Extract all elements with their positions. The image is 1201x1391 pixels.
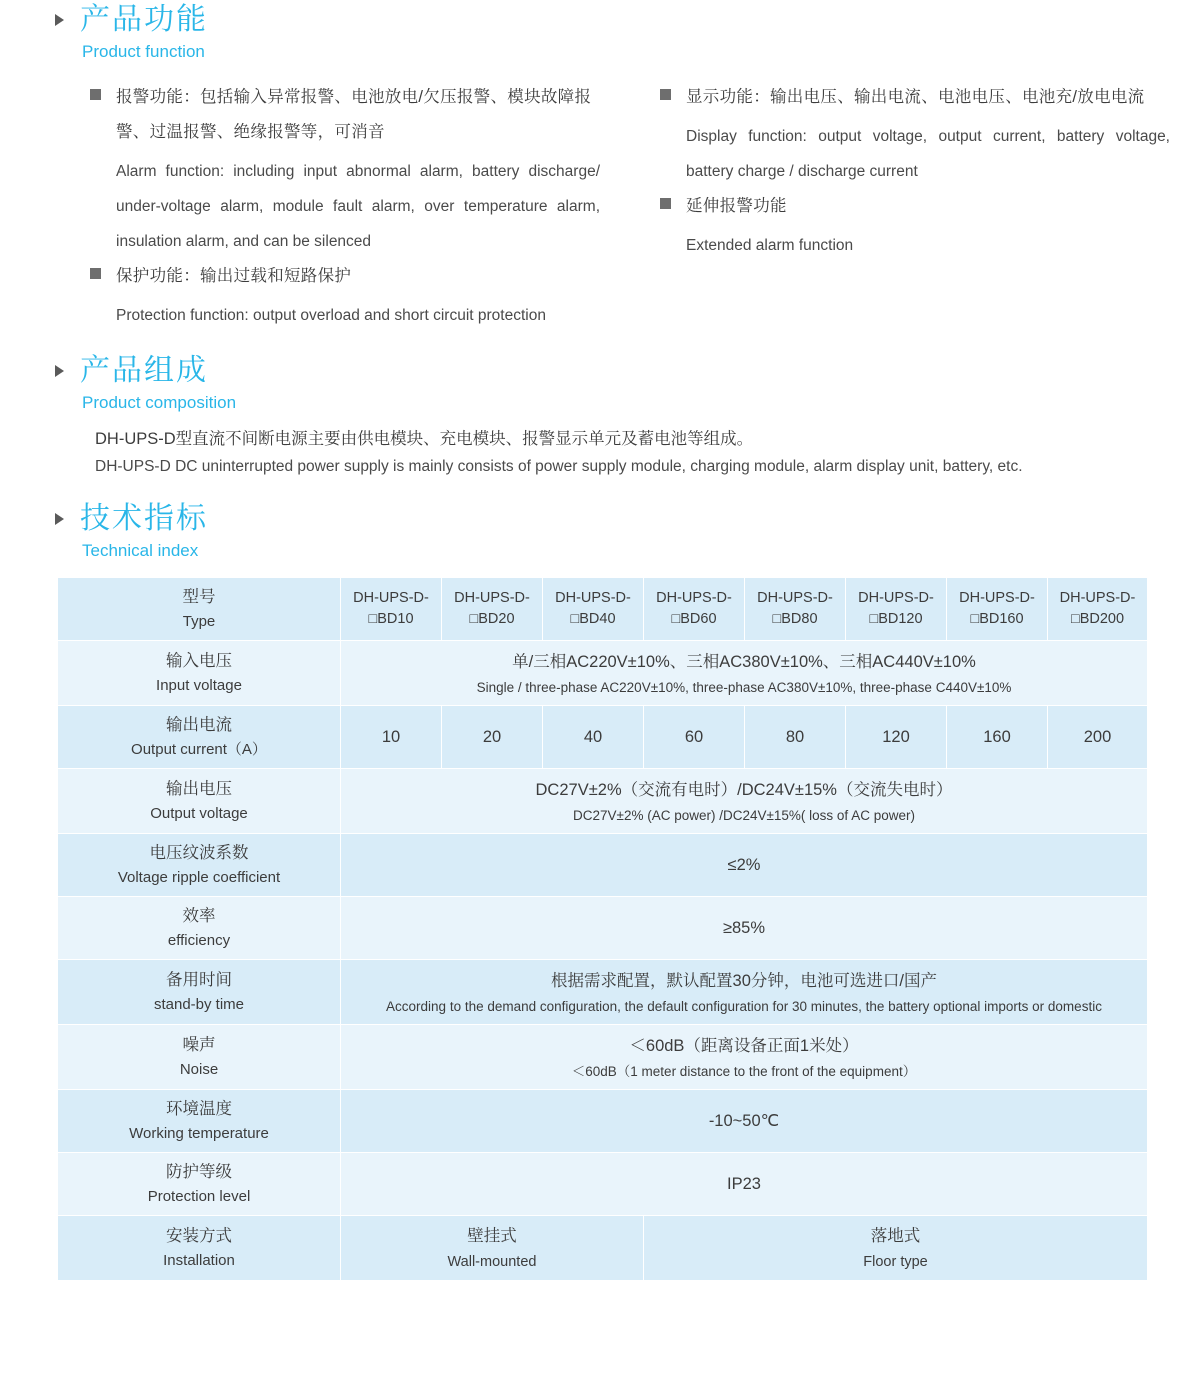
row-label-cn: 安装方式 <box>166 1227 232 1245</box>
feature-text-cn: 显示功能：输出电压、输出电流、电池电压、电池充/放电电流 <box>686 88 1145 106</box>
section-title-en: Product composition <box>82 393 237 412</box>
composition-text-en: DH-UPS-D DC uninterrupted power supply is mainly consists of power supply module, charging module, alarm display unit, battery, etc. <box>95 458 1023 475</box>
row-label-cn: 防护等级 <box>166 1163 232 1181</box>
row-value-cell: 160 <box>947 706 1048 769</box>
row-value-cn: 单/三相AC220V±10%、三相AC380V±10%、三相AC440V±10% <box>512 653 976 671</box>
installation-value-cn: 壁挂式 <box>467 1227 517 1245</box>
row-value <box>341 1025 1148 1090</box>
row-value: ≤2% <box>341 834 1148 897</box>
table-row-standby-time <box>58 960 1148 1025</box>
section-header-product-composition <box>0 351 1201 415</box>
row-value-cell: 60 <box>644 706 745 769</box>
table-row-type <box>58 578 1148 641</box>
row-label-cn: 环境温度 <box>166 1100 232 1118</box>
row-label <box>58 706 341 769</box>
row-label <box>58 1216 341 1281</box>
function-column-left <box>90 80 600 333</box>
model-cell: DH-UPS-D-□BD80 <box>745 578 846 641</box>
product-composition-content <box>0 425 1201 481</box>
row-value-cn: DC27V±2%（交流有电时）/DC24V±15%（交流失电时） <box>535 781 953 799</box>
installation-value-en: Wall-mounted <box>447 1254 537 1270</box>
table-row-protection-level <box>58 1153 1148 1216</box>
table-row-noise <box>58 1025 1148 1090</box>
row-label-cn: 备用时间 <box>166 971 232 989</box>
function-column-right <box>660 80 1170 333</box>
section-title-en: Product function <box>82 42 205 61</box>
table-row-working-temperature <box>58 1090 1148 1153</box>
model-cell: DH-UPS-D-□BD160 <box>947 578 1048 641</box>
table-row-output-voltage <box>58 769 1148 834</box>
model-cell: DH-UPS-D-□BD10 <box>341 578 442 641</box>
model-cell: DH-UPS-D-□BD40 <box>543 578 644 641</box>
list-item <box>660 189 1170 224</box>
row-label-en: Voltage ripple coefficient <box>117 869 281 886</box>
row-value-en: DC27V±2% (AC power) /DC24V±15%( loss of AC power) <box>573 808 915 823</box>
section-title-cn: 技术指标 <box>80 502 208 535</box>
row-value-cell: 120 <box>846 706 947 769</box>
row-value <box>341 641 1148 706</box>
row-value-cell: 80 <box>745 706 846 769</box>
square-bullet-icon <box>90 268 101 279</box>
feature-text-cn: 延伸报警功能 <box>686 197 787 215</box>
row-label-en: Working temperature <box>129 1125 269 1142</box>
row-label-en: Output voltage <box>150 805 248 822</box>
row-label-en: stand-by time <box>153 996 245 1013</box>
feature-text-cn: 报警功能：包括输入异常报警、电池放电/欠压报警、模块故障报警、过温报警、绝缘报警等，可消音 <box>116 88 592 141</box>
section-title-cn: 产品功能 <box>80 3 208 36</box>
technical-index-table <box>57 577 1148 1281</box>
row-value-en: According to the demand configuration, the default configuration for 30 minutes, the battery optional imports or domestic <box>386 999 1102 1014</box>
row-label-en: Input voltage <box>156 677 242 694</box>
model-cell: DH-UPS-D-□BD200 <box>1048 578 1148 641</box>
row-label <box>58 834 341 897</box>
section-title-cn: 产品组成 <box>80 354 208 387</box>
table-row-output-current <box>58 706 1148 769</box>
feature-text-en: Extended alarm function <box>686 237 854 254</box>
row-label-en: Output current（A） <box>131 741 267 758</box>
triangle-arrow-icon <box>55 365 64 377</box>
row-label-en: Installation <box>163 1252 235 1269</box>
row-label <box>58 1090 341 1153</box>
table-row-input-voltage <box>58 641 1148 706</box>
row-label <box>58 1153 341 1216</box>
model-cell: DH-UPS-D-□BD60 <box>644 578 745 641</box>
table-row-voltage-ripple <box>58 834 1148 897</box>
installation-floor-type <box>644 1216 1148 1281</box>
row-value: -10~50℃ <box>341 1090 1148 1153</box>
feature-text-cn: 保护功能：输出过载和短路保护 <box>116 267 352 285</box>
model-cell: DH-UPS-D-□BD120 <box>846 578 947 641</box>
installation-wall-mounted <box>341 1216 644 1281</box>
triangle-arrow-icon <box>55 14 64 26</box>
square-bullet-icon <box>660 89 671 100</box>
row-label-en: efficiency <box>167 932 231 949</box>
installation-value-en: Floor type <box>863 1254 928 1270</box>
section-title-en: Technical index <box>82 541 199 560</box>
row-value-cn: ＜60dB（距离设备正面1米处） <box>629 1037 859 1055</box>
row-label <box>58 641 341 706</box>
row-value-cell: 40 <box>543 706 644 769</box>
row-label <box>58 1025 341 1090</box>
list-item <box>660 80 1170 115</box>
table-row-installation <box>58 1216 1148 1281</box>
row-value: IP23 <box>341 1153 1148 1216</box>
feature-text-en: Display function: output voltage, output current, battery voltage, battery charge / discharge current <box>686 128 1170 180</box>
feature-text-en: Protection function: output overload and short circuit protection <box>116 307 546 324</box>
row-label-cn: 效率 <box>182 907 216 925</box>
feature-text-en: Alarm function: including input abnormal alarm, battery discharge/ under-voltage alarm, module fault alarm, over temperature alarm, insulation alarm, and can be silenced <box>116 163 600 250</box>
row-label-cn: 输入电压 <box>166 652 232 670</box>
section-header-product-function <box>0 0 1201 64</box>
row-label-en: Noise <box>179 1061 219 1078</box>
row-label-cn: 噪声 <box>182 1036 216 1054</box>
row-label <box>58 960 341 1025</box>
technical-index-table-wrap <box>0 577 1201 1281</box>
row-label <box>58 897 341 960</box>
row-value <box>341 960 1148 1025</box>
section-header-technical-index <box>0 499 1201 563</box>
row-value: ≥85% <box>341 897 1148 960</box>
row-label <box>58 578 341 641</box>
row-value-cell: 10 <box>341 706 442 769</box>
square-bullet-icon <box>660 198 671 209</box>
row-value <box>341 769 1148 834</box>
model-cell: DH-UPS-D-□BD20 <box>442 578 543 641</box>
row-value-cell: 20 <box>442 706 543 769</box>
composition-text-cn: DH-UPS-D型直流不间断电源主要由供电模块、充电模块、报警显示单元及蓄电池等组成。 <box>95 430 754 448</box>
list-item <box>90 259 600 294</box>
row-label-en: Type <box>182 613 216 630</box>
row-value-cell: 200 <box>1048 706 1148 769</box>
row-label-cn: 输出电流 <box>166 716 232 734</box>
row-label-cn: 型号 <box>182 588 216 606</box>
row-value-cn: 根据需求配置，默认配置30分钟，电池可选进口/国产 <box>551 972 937 990</box>
row-label <box>58 769 341 834</box>
square-bullet-icon <box>90 89 101 100</box>
row-value-en: Single / three-phase AC220V±10%, three-phase AC380V±10%, three-phase C440V±10% <box>476 680 1012 695</box>
row-value-en: ＜60dB（1 meter distance to the front of the equipment） <box>571 1064 917 1079</box>
row-label-cn: 电压纹波系数 <box>149 844 249 862</box>
installation-value-cn: 落地式 <box>870 1227 921 1245</box>
triangle-arrow-icon <box>55 513 64 525</box>
product-function-content <box>0 80 1201 333</box>
row-label-cn: 输出电压 <box>166 780 232 798</box>
row-label-en: Protection level <box>147 1188 251 1205</box>
list-item <box>90 80 600 150</box>
table-row-efficiency <box>58 897 1148 960</box>
